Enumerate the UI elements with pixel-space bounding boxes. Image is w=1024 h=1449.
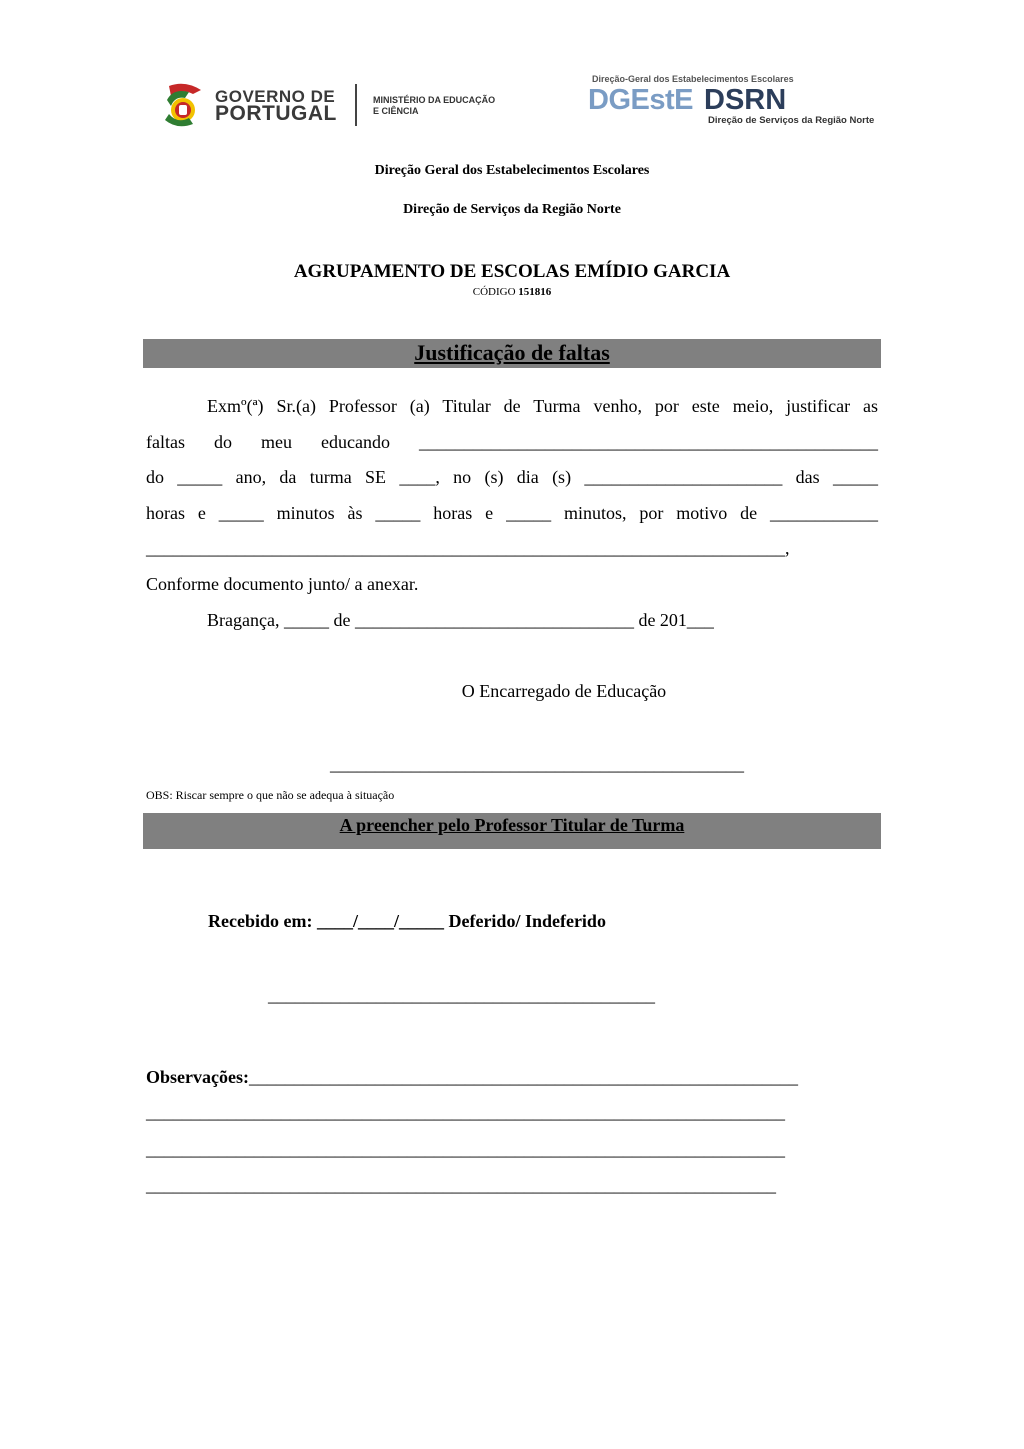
portugal-coat-of-arms-icon [163, 80, 207, 128]
portugal-text: PORTUGAL [215, 102, 337, 125]
header-line1: Direção Geral dos Estabelecimentos Escolares [374, 163, 650, 178]
logo-divider [355, 84, 357, 126]
header-line2: Direção de Serviços da Região Norte [403, 202, 621, 217]
school-name: AGRUPAMENTO DE ESCOLAS EMÍDIO GARCIA [293, 261, 731, 282]
observation-line: _______________________________________________________________________ [146, 1139, 785, 1159]
section-title-teacher: A preencher pelo Professor Titular de Turma [339, 815, 685, 835]
school-code [0, 286, 1024, 298]
obs-note: OBS: Riscar sempre o que não se adequa à situação [146, 788, 395, 802]
dgeste-dsrn-logo [588, 74, 898, 130]
received-line: Recebido em: ____/____/_____ Deferido/ Indeferido [208, 911, 606, 931]
ministry-line2: E CIÊNCIA [373, 106, 419, 116]
governo-de-text: GOVERNO DE [215, 87, 336, 106]
body-line-3: do _____ ano, da turma SE ____, no (s) dia (s) ______________________ das _____ [146, 467, 878, 487]
code-value: 151816 [518, 286, 552, 298]
section-title-justification: Justificação de faltas [414, 340, 610, 365]
section-bar-justification [143, 339, 881, 368]
dsrn-subtitle: Direção de Serviços da Região Norte [708, 115, 875, 126]
body-line-2: faltas do meu educando ___________________________________________________ [146, 432, 878, 452]
guardian-label: O Encarregado de Educação [461, 681, 667, 701]
date-line: Bragança, _____ de _______________________________ de 201___ [207, 610, 714, 630]
observation-line: _______________________________________________________________________ [146, 1102, 785, 1122]
ministry-line1: MINISTÉRIO DA EDUCAÇÃO [373, 95, 496, 105]
dgeste-text: DGEstE [588, 84, 693, 116]
body-line-5: _______________________________________________________________________, [146, 538, 790, 558]
observations-row [146, 1067, 798, 1088]
teacher-signature-line: ___________________________________________ [268, 985, 655, 1005]
dgeste-top-text: Direção-Geral dos Estabelecimentos Escolares [592, 74, 794, 84]
governo-de-portugal-logo [163, 80, 508, 130]
section-bar-teacher [143, 813, 881, 849]
body-line-6: Conforme documento junto/ a anexar. [146, 574, 419, 594]
observation-line: ______________________________________________________________________ [146, 1175, 776, 1195]
body-line-4: horas e _____ minutos às _____ horas e _____ minutos, por motivo de ____________ [146, 503, 878, 523]
observations-label: Observações: [146, 1067, 249, 1087]
observations-first-line: _____________________________________________________________ [248, 1067, 798, 1087]
code-label: CÓDIGO [472, 286, 516, 298]
guardian-signature-line: ______________________________________________ [330, 754, 744, 774]
body-line-1: Exmº(ª) Sr.(a) Professor (a) Titular de Turma venho, por este meio, justificar as [207, 396, 878, 416]
dsrn-text: DSRN [704, 84, 787, 116]
